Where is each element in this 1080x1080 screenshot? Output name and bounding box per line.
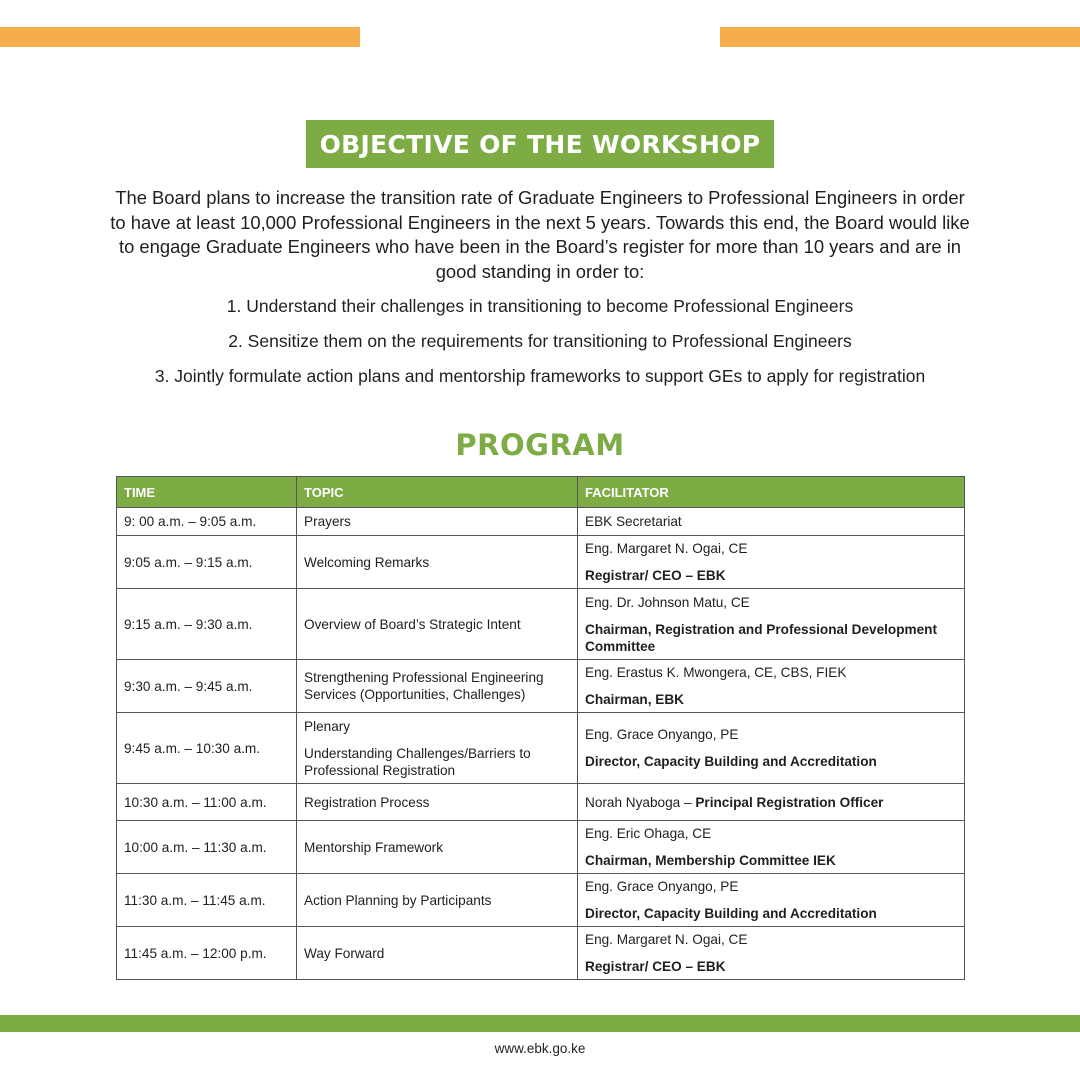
cell-time: 11:30 a.m. – 11:45 a.m. — [117, 874, 297, 927]
header-facilitator: FACILITATOR — [578, 477, 965, 508]
facilitator-name: Eng. Erastus K. Mwongera, CE, CBS, FIEK — [585, 665, 847, 680]
facilitator-name: Eng. Margaret N. Ogai, CE — [585, 541, 748, 556]
program-table — [116, 476, 965, 980]
cell-facilitator — [578, 589, 965, 660]
cell-topic — [297, 713, 578, 784]
cell-facilitator — [578, 713, 965, 784]
facilitator-title: Director, Capacity Building and Accreditation — [585, 906, 877, 921]
table-row — [117, 713, 965, 784]
facilitator-name: EBK Secretariat — [585, 514, 682, 529]
facilitator-title: Registrar/ CEO – EBK — [585, 959, 726, 974]
header-topic: TOPIC — [297, 477, 578, 508]
facilitator-title: Registrar/ CEO – EBK — [585, 568, 726, 583]
cell-topic: Strengthening Professional Engineering Services (Opportunities, Challenges) — [297, 660, 578, 713]
table-row — [117, 660, 965, 713]
cell-time: 9:30 a.m. – 9:45 a.m. — [117, 660, 297, 713]
cell-time: 10:00 a.m. – 11:30 a.m. — [117, 821, 297, 874]
cell-topic: Overview of Board’s Strategic Intent — [297, 589, 578, 660]
facilitator-name: Eng. Margaret N. Ogai, CE — [585, 932, 748, 947]
facilitator-name: Eng. Grace Onyango, PE — [585, 879, 739, 894]
objective-item-3: 3. Jointly formulate action plans and mentorship frameworks to support GEs to apply for registration — [154, 366, 926, 386]
cell-time: 9: 00 a.m. – 9:05 a.m. — [117, 508, 297, 536]
facilitator-name: Eng. Eric Ohaga, CE — [585, 826, 712, 841]
program-title: PROGRAM — [455, 428, 625, 462]
facilitator-name: Eng. Dr. Johnson Matu, CE — [585, 594, 750, 610]
table-row — [117, 508, 965, 536]
cell-facilitator — [578, 874, 965, 927]
table-row — [117, 536, 965, 589]
cell-facilitator — [578, 508, 965, 536]
objective-title: OBJECTIVE OF THE WORKSHOP — [306, 120, 774, 168]
table-row — [117, 821, 965, 874]
cell-topic: Action Planning by Participants — [297, 874, 578, 927]
top-accent-bar-right — [720, 27, 1080, 47]
cell-time: 9:45 a.m. – 10:30 a.m. — [117, 713, 297, 784]
facilitator-title: Chairman, Membership Committee IEK — [585, 853, 836, 868]
cell-facilitator — [578, 784, 965, 821]
table-row — [117, 874, 965, 927]
facilitator-name: Eng. Grace Onyango, PE — [585, 727, 739, 742]
facilitator-title: Chairman, Registration and Professional Development Committee — [585, 621, 938, 654]
cell-time: 9:05 a.m. – 9:15 a.m. — [117, 536, 297, 589]
cell-topic: Registration Process — [297, 784, 578, 821]
topic-sub: Understanding Challenges/Barriers to Professional Registration — [304, 745, 531, 778]
footer-website-link[interactable]: www.ebk.go.ke — [494, 1041, 586, 1056]
bottom-accent-bar — [0, 1015, 1080, 1032]
cell-facilitator — [578, 660, 965, 713]
cell-topic: Mentorship Framework — [297, 821, 578, 874]
objective-item-2: 2. Sensitize them on the requirements for transitioning to Professional Engineers — [228, 331, 852, 351]
facilitator-title: Chairman, EBK — [585, 692, 684, 707]
cell-topic: Welcoming Remarks — [297, 536, 578, 589]
table-row — [117, 589, 965, 660]
cell-time: 10:30 a.m. – 11:00 a.m. — [117, 784, 297, 821]
objective-item-1: 1. Understand their challenges in transitioning to become Professional Engineers — [226, 296, 854, 316]
cell-time: 11:45 a.m. – 12:00 p.m. — [117, 927, 297, 980]
cell-facilitator — [578, 927, 965, 980]
header-time: TIME — [117, 477, 297, 508]
facilitator-title: Principal Registration Officer — [695, 794, 884, 810]
table-header-row — [117, 477, 965, 508]
cell-time: 9:15 a.m. – 9:30 a.m. — [117, 589, 297, 660]
facilitator-name: Norah Nyaboga – — [585, 794, 696, 810]
topic-main: Plenary — [304, 718, 351, 734]
cell-topic: Way Forward — [297, 927, 578, 980]
table-row — [117, 927, 965, 980]
cell-facilitator — [578, 536, 965, 589]
cell-topic: Prayers — [297, 508, 578, 536]
cell-facilitator — [578, 821, 965, 874]
facilitator-title: Director, Capacity Building and Accreditation — [585, 754, 877, 769]
objective-intro: The Board plans to increase the transition rate of Graduate Engineers to Professional Engineers in order to have at least 10,000 Professional Engineers in the next 5 years. Towards this end, the Board would like to engage Graduate Engineers who have been in the Board’s register for more than 10 years and are in good standing in order to: — [110, 187, 970, 282]
table-row — [117, 784, 965, 821]
top-accent-bar-left — [0, 27, 360, 47]
